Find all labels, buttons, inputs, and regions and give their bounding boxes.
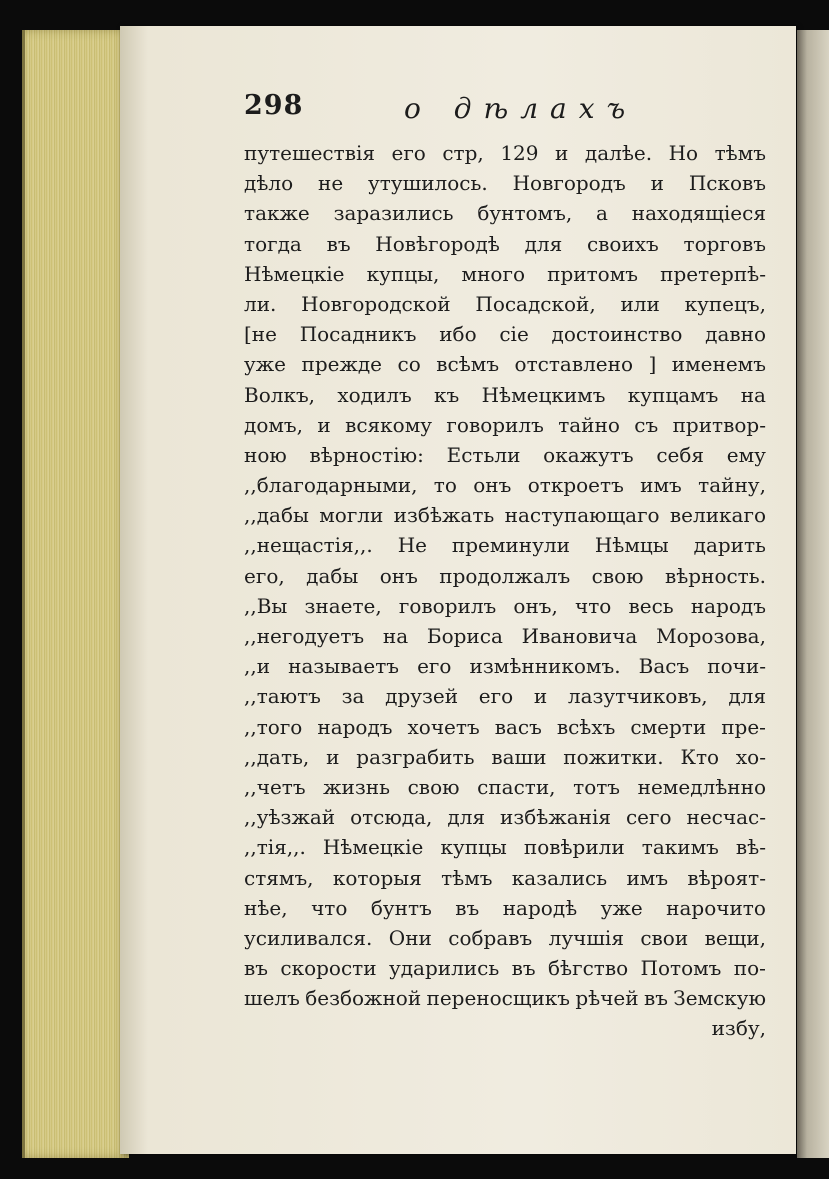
text-line: ,,таютъ за друзей его и лазутчиковъ, для: [244, 684, 766, 709]
page-edges: [22, 30, 129, 1158]
text-line: стямъ, которыя тѣмъ казались имъ вѣроят-: [244, 865, 766, 890]
text-line: также заразились бунтомъ, а находящіеся: [244, 201, 766, 226]
text-line: дѣло не утушилось. Новгородъ и Псковъ: [244, 171, 766, 196]
text-line: ,,дабы могли избѣжать наступающаго великаго: [244, 503, 766, 528]
text-line: тогда въ Новѣгородѣ для своихъ торговъ: [244, 231, 766, 256]
text-line: ,,уѣзжай отсюда, для избѣжанія сего несчас-: [244, 805, 766, 830]
text-line: ною вѣрностію: Естьли окажутъ себя ему: [244, 442, 766, 467]
text-line: ,,дать, и разграбить ваши пожитки. Кто хо-: [244, 744, 766, 769]
text-line: уже прежде со всѣмъ отставлено ] именемъ: [244, 352, 766, 377]
text-line: домъ, и всякому говорилъ тайно съ притвор-: [244, 412, 766, 437]
page-number: 298: [244, 90, 304, 121]
text-line: ,,Вы знаете, говорилъ онъ, что весь народъ: [244, 593, 766, 618]
text-line: путешествія его стр, 129 и далѣе. Но тѣмъ: [244, 141, 766, 165]
text-line: усиливался. Они собравъ лучшія свои вещи,: [244, 925, 766, 950]
text-line: избу,: [711, 1016, 766, 1041]
text-line: ,,четъ жизнь свою спасти, тотъ немедлѣнно: [244, 774, 766, 799]
text-line: ли. Новгородской Посадской, или купецъ,: [244, 291, 766, 316]
text-line: ,,тія,,. Нѣмецкіе купцы повѣрили такимъ вѣ-: [244, 835, 766, 860]
text-line: Нѣмецкіе купцы, много притомъ претерпѣ-: [244, 261, 766, 286]
body-text: [244, 141, 766, 1047]
text-line: въ скорости ударились въ бѣгство Потомъ по-: [244, 956, 766, 981]
text-line: ,,того народъ хочетъ васъ всѣхъ смерти пре-: [244, 714, 766, 739]
text-line: ,,негодуетъ на Бориса Ивановича Морозова,: [244, 624, 766, 648]
text-line: нѣе, что бунтъ въ народѣ уже нарочито: [244, 895, 766, 920]
text-line: его, дабы онъ продолжалъ свою вѣрность.: [244, 563, 766, 588]
text-line: ,,и называетъ его измѣнникомъ. Васъ почи-: [244, 654, 766, 679]
page-header: [244, 90, 764, 130]
text-line: ,,нещастія,,. Не преминули Нѣмцы дарить: [244, 533, 766, 558]
text-line: ,,благодарными, то онъ откроетъ имъ тайну,: [244, 473, 766, 498]
text-line: шелъ безбожной переносщикъ рѣчей въ Земскую: [244, 986, 766, 1011]
text-line: Волкъ, ходилъ къ Нѣмецкимъ купцамъ на: [244, 382, 766, 407]
facing-page-edge: [797, 30, 829, 1158]
running-title: о дѣлахъ: [404, 92, 638, 125]
text-line: [не Посадникъ ибо сіе достоинство давно: [244, 322, 766, 347]
